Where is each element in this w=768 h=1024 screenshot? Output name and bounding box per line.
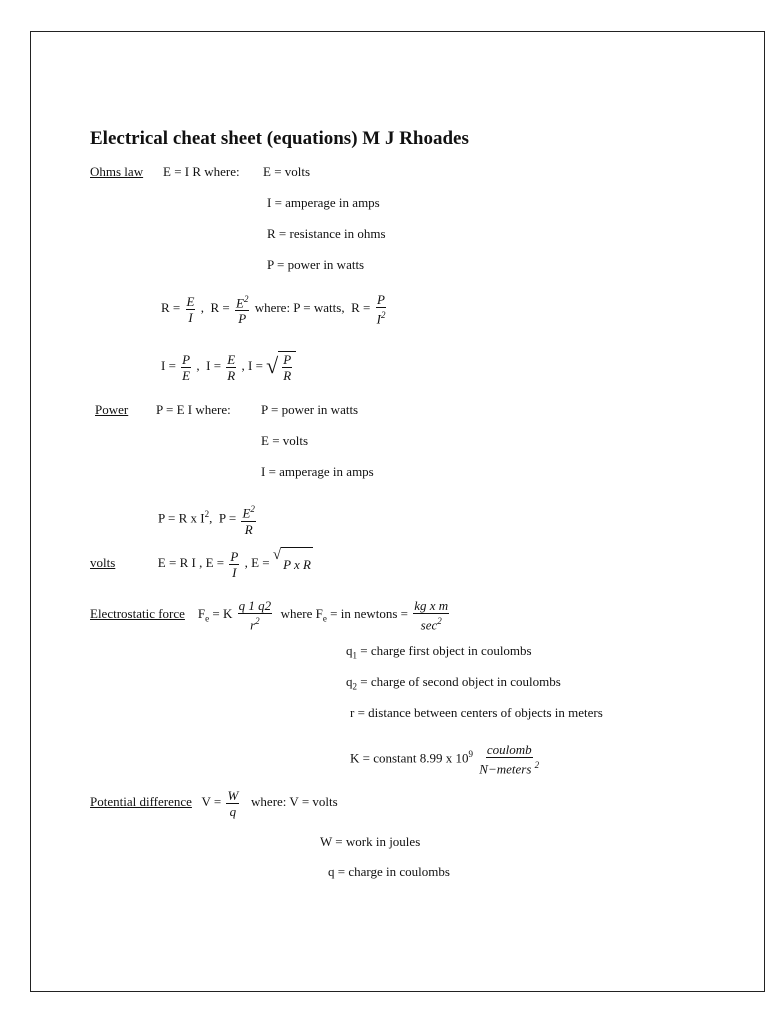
potential-prefix: V =: [201, 794, 222, 809]
e-equals-p-over-i: $\frac{P}{I}$: [230, 548, 239, 580]
p-equals-e2-over-r: $\frac{E^2}{R}$: [242, 504, 255, 537]
power-eq-2-prefix: P =: [218, 510, 237, 526]
volts-row: volts E = R I , E = $\frac{P}{I}$ , E = √ P x R: [90, 546, 311, 580]
i-equals-e-over-r: $\frac{E}{R}$: [227, 351, 236, 383]
potential-def-q: q = charge in coulombs: [328, 864, 450, 879]
power-eq-1: P = R x I: [158, 510, 205, 526]
electrostatic-def-q2: $q_2$ = charge of second object in coulombs: [346, 674, 561, 692]
current-formulas: I = $\frac{P}{E}$ , I = $\frac{E}{R}$ , I = √ $\frac{P}{R}$: [161, 348, 296, 384]
power-equation: P = E I where:: [156, 402, 231, 417]
r-prefix-2: R =: [210, 300, 230, 315]
i-prefix-2: I =: [206, 358, 222, 373]
power-def-i: I = amperage in amps: [261, 464, 374, 479]
e-equals-sqrt-p-x-r: √ P x R: [273, 547, 313, 582]
potential-heading: Potential difference: [90, 794, 192, 809]
coulomb-over-n-meters2: $\frac{\text{coulomb}}{N-meters ^2}$: [479, 742, 540, 777]
potential-def-w: W = work in joules: [320, 834, 421, 849]
q1-q2-over-r2: $\frac{q 1 q2}{r^2}$: [238, 597, 272, 633]
potential-where: where: V = volts: [251, 794, 338, 809]
power-heading: Power: [95, 402, 129, 417]
ohms-def-i: I = amperage in amps: [267, 195, 380, 210]
ohms-def-e: E = volts: [263, 164, 311, 179]
i-equals-sqrt-p-over-r: √ $\frac{P}{R}$: [266, 351, 296, 383]
electrostatic-where-rest: = in newtons =: [330, 606, 408, 621]
electrostatic-f-eq: = K: [212, 606, 233, 621]
r-equals-e-over-i: $\frac{E}{I}$: [186, 293, 195, 325]
i-prefix-1: I =: [161, 358, 176, 373]
r-where: where: P = watts,: [254, 300, 345, 315]
volts-eq-2-prefix: E =: [205, 555, 225, 570]
ohms-def-r: R = resistance in ohms: [267, 226, 386, 241]
electrostatic-where: where F: [280, 606, 323, 621]
electrostatic-heading: Electrostatic force: [90, 606, 185, 621]
page-title: Electrical cheat sheet (equations) M J Rhoades: [90, 128, 469, 149]
electrostatic-def-q1: $q_1$ = charge first object in coulombs: [346, 643, 532, 661]
r-prefix-3: R =: [351, 300, 371, 315]
volts-heading: volts: [90, 555, 116, 570]
ohms-law-heading: Ohms law: [90, 164, 144, 179]
w-over-q: $\frac{W}{q}$: [227, 787, 239, 819]
electrostatic-row: Electrostatic force $F_e = K$ $\frac{q 1 q2}{r^2}$ where $F_e$ = in newtons = $\frac{\text{kg x m}}{\sec^2}$: [90, 597, 449, 633]
potential-row: [90, 784, 338, 820]
volts-eq-1: E = R I ,: [157, 555, 203, 570]
ohms-def-p: P = power in watts: [267, 257, 365, 272]
power-def-p: P = power in watts: [261, 402, 359, 417]
r-equals-p-over-i2: $\frac{P}{I^2}$: [376, 291, 386, 327]
electrostatic-def-r: r = distance between centers of objects in meters: [350, 705, 603, 720]
r-prefix-1: R =: [161, 300, 181, 315]
r-equals-e2-over-p: $\frac{E^2}{P}$: [235, 293, 249, 327]
resistance-formulas: R = $\frac{E}{I}$ , R = $\frac{E^2}{P}$ where: P = watts, R = $\frac{P}{I^2}$: [161, 291, 386, 327]
kg-m-over-sec2: $\frac{\text{kg x m}}{\sec^2}$: [414, 597, 449, 633]
power-formulas: P = R x $I^2$, P = $\frac{E^2}{R}$: [158, 504, 255, 537]
i-equals-p-over-e: $\frac{P}{E}$: [182, 351, 191, 383]
electrostatic-f: F: [197, 606, 206, 621]
i-prefix-3: I =: [248, 358, 263, 373]
electrostatic-def-k: K = constant 8.99 x $10^9$ $\frac{\text{coulomb}}{N-meters ^2}$: [350, 742, 540, 777]
volts-eq-3-prefix: E =: [251, 555, 270, 570]
power-def-e: E = volts: [261, 433, 309, 448]
ohms-law-equation: E = I R where:: [163, 164, 240, 179]
